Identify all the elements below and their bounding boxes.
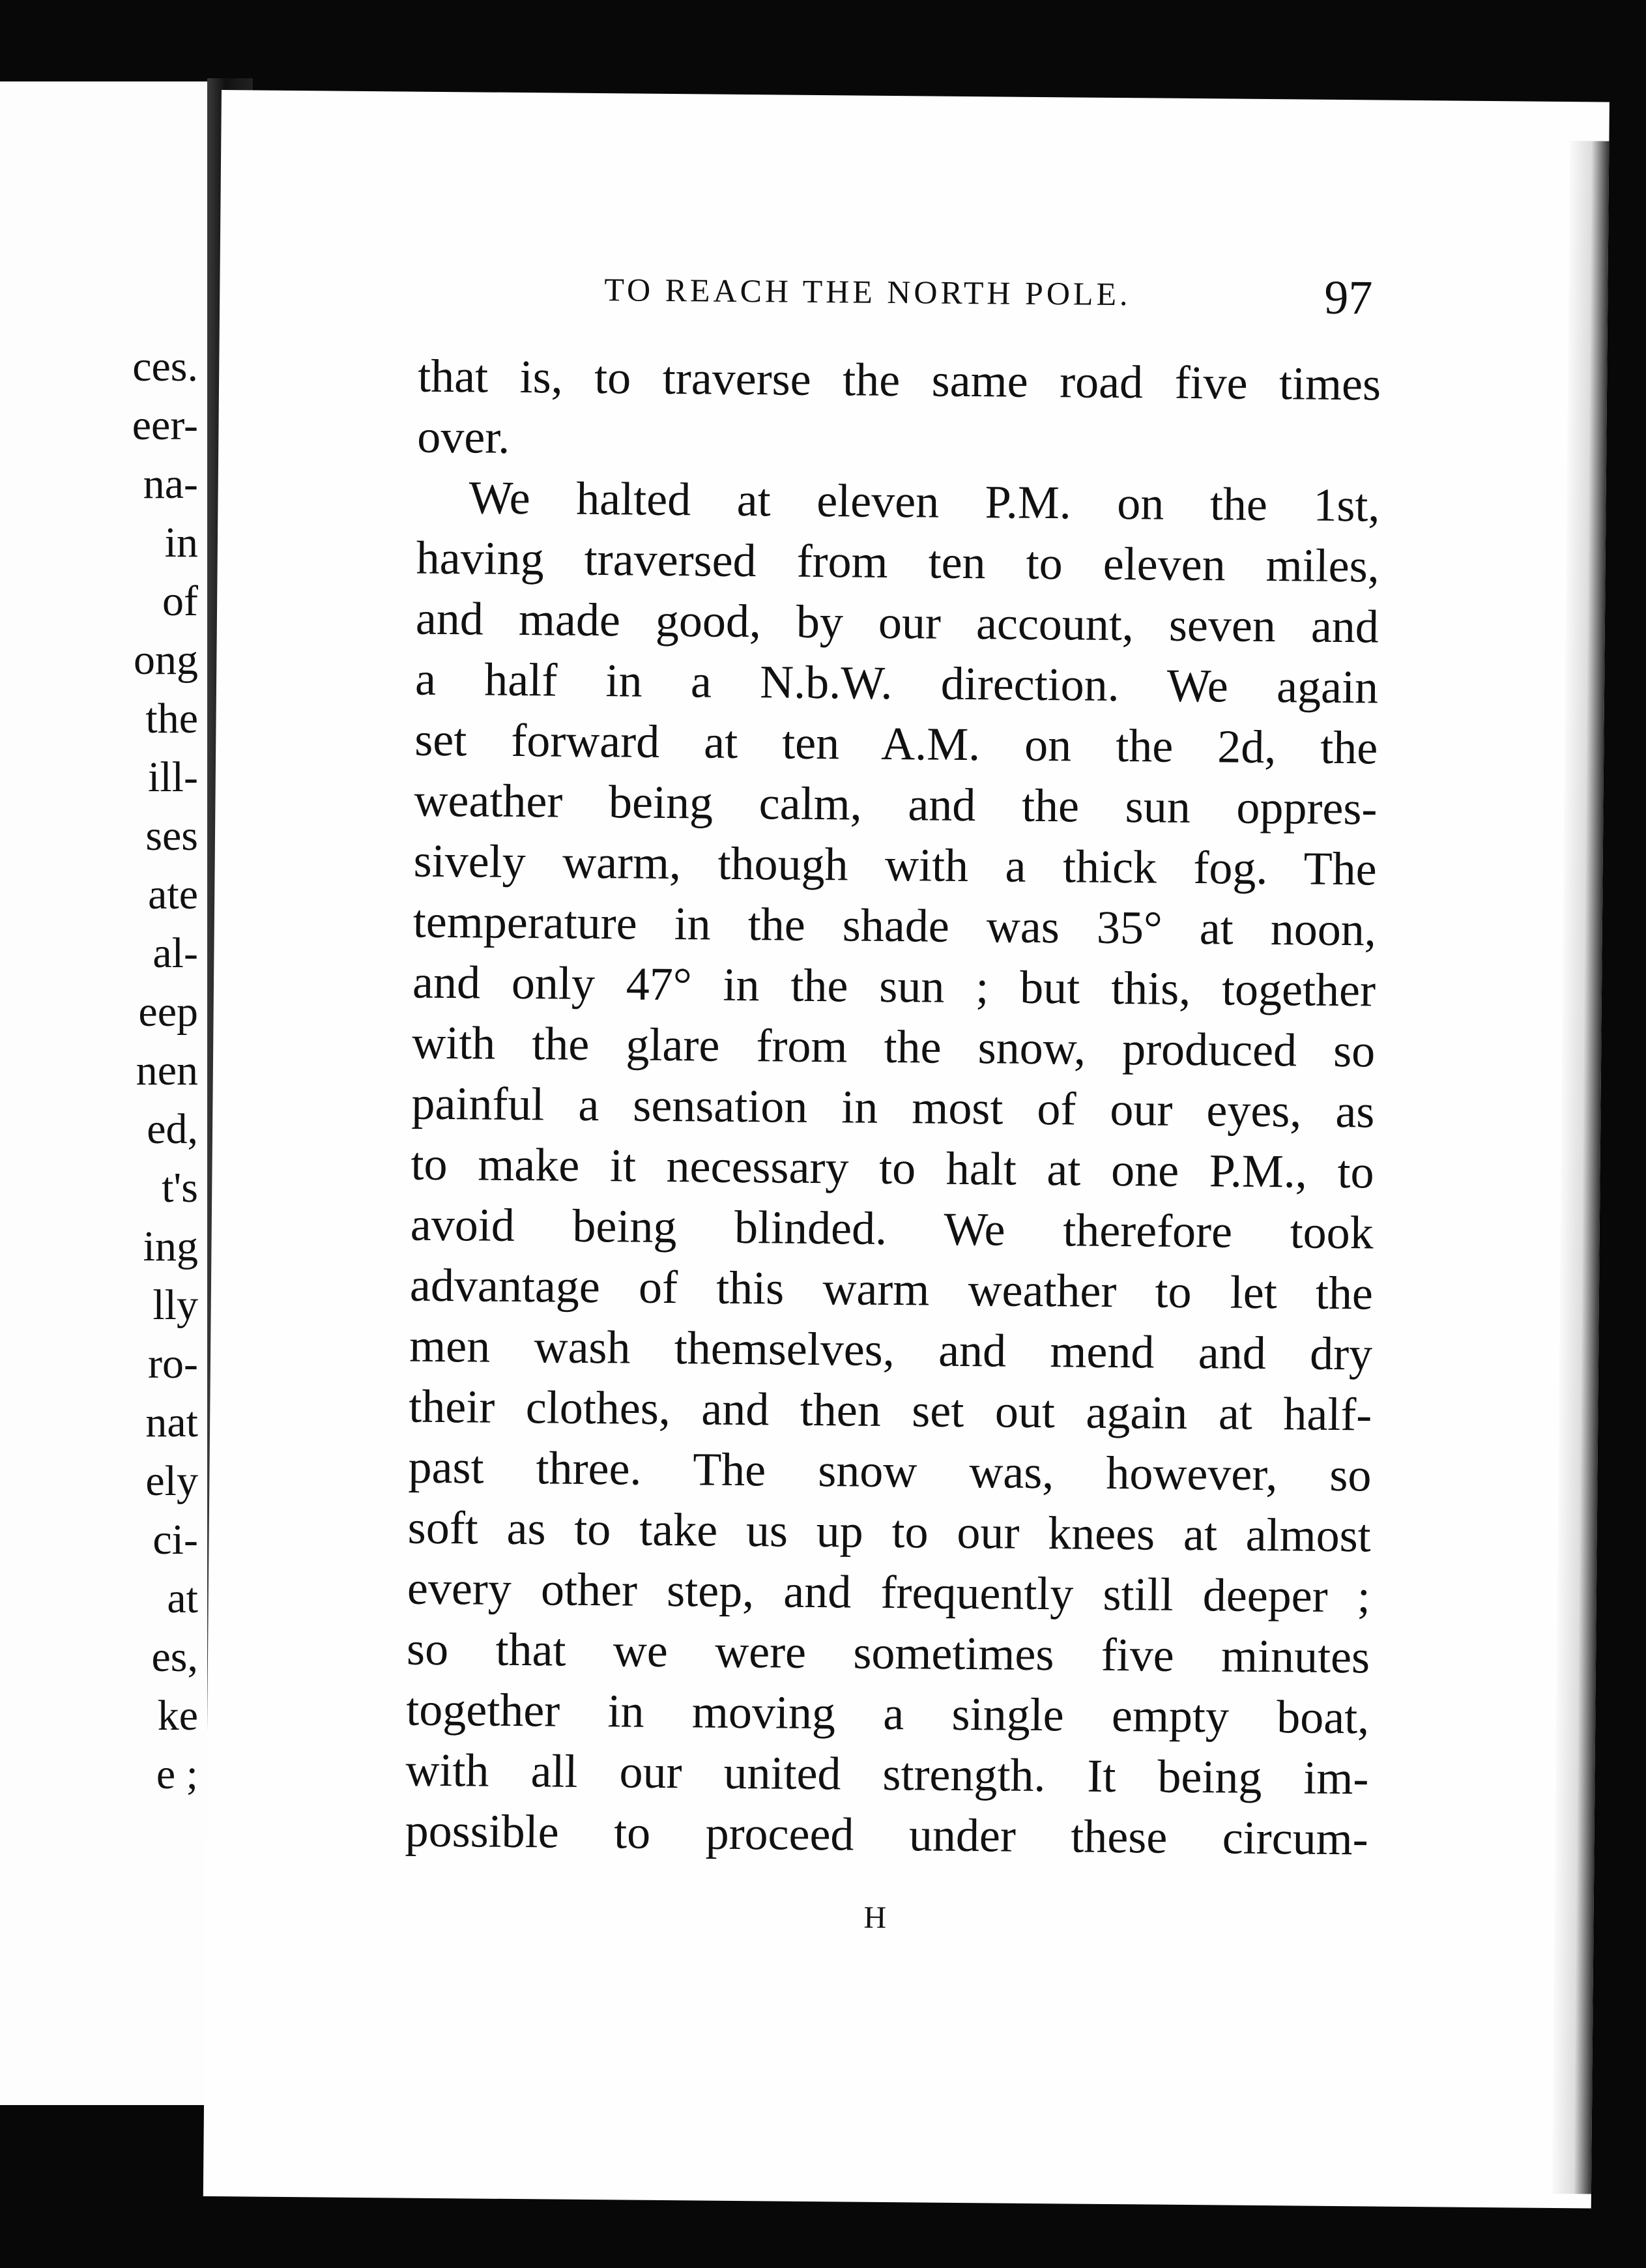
- left-line-end: ate: [148, 871, 198, 918]
- running-head: TO REACH THE NORTH POLE.: [604, 271, 1131, 313]
- left-line-end: of: [162, 577, 198, 625]
- text-line: men wash themselves, and mend and dry: [409, 1319, 1373, 1380]
- left-line-end: ro-: [148, 1340, 198, 1388]
- text-line: set forward at ten A.M. on the 2d, the: [414, 713, 1378, 774]
- left-line-end: eep: [138, 988, 198, 1036]
- signature-mark: H: [863, 1900, 887, 1936]
- left-line-end: na-: [143, 460, 198, 508]
- left-facing-page: [0, 81, 207, 2105]
- left-line-end: ong: [134, 636, 198, 684]
- left-line-end: ke: [157, 1692, 198, 1739]
- text-line: with the glare from the snow, produced so: [411, 1016, 1376, 1077]
- left-line-end: ces.: [132, 343, 198, 390]
- text-line: that is, to traverse the same road five times: [417, 349, 1381, 411]
- main-page: [203, 90, 1610, 2208]
- text-line: past three. The snow was, however, so: [408, 1440, 1372, 1502]
- left-line-end: t's: [162, 1164, 198, 1212]
- left-line-end: ing: [143, 1223, 198, 1270]
- left-line-end: lly: [152, 1281, 198, 1329]
- left-line-end: ci-: [152, 1516, 198, 1563]
- left-line-end: al-: [152, 929, 198, 977]
- text-line: every other step, and frequently still deeper ;: [407, 1562, 1371, 1623]
- text-line: temperature in the shade was 35° at noon,: [412, 895, 1377, 956]
- text-line: We halted at eleven P.M. on the 1st,: [469, 471, 1380, 532]
- text-line: painful a sensation in most of our eyes, as: [411, 1077, 1375, 1138]
- text-line: avoid being blinded. We therefore took: [410, 1198, 1374, 1259]
- left-line-end: ill-: [148, 753, 198, 801]
- text-line: a half in a N.b.W. direction. We again: [414, 652, 1379, 714]
- text-line: sively warm, though with a thick fog. The: [413, 834, 1377, 895]
- text-line: and only 47° in the sun ; but this, together: [412, 955, 1376, 1017]
- text-line: and made good, by our account, seven and: [415, 592, 1379, 653]
- text-line: possible to proceed under these circum-: [405, 1804, 1368, 1865]
- left-line-end: es,: [151, 1633, 198, 1681]
- page-edge-shadow: [1552, 141, 1609, 2194]
- text-line: advantage of this warm weather to let the: [409, 1258, 1374, 1320]
- text-line: their clothes, and then set out again at half-: [409, 1380, 1372, 1441]
- left-line-end: ed,: [147, 1105, 198, 1153]
- left-line-end: eer-: [132, 401, 198, 449]
- text-line: having traversed from ten to eleven miles,: [416, 531, 1380, 592]
- left-line-end: ses: [145, 812, 198, 860]
- left-line-end: the: [145, 695, 198, 742]
- left-line-end: e ;: [156, 1751, 198, 1798]
- text-line: weather being calm, and the sun oppres-: [414, 774, 1378, 835]
- text-line: with all our united strength. It being im-: [405, 1743, 1369, 1805]
- text-line: soft as to take us up to our knees at almost: [407, 1501, 1372, 1562]
- text-line: so that we were sometimes five minutes: [406, 1622, 1370, 1683]
- text-line: over.: [417, 410, 510, 463]
- left-line-end: nen: [136, 1047, 198, 1094]
- left-line-end: in: [164, 519, 198, 566]
- page-number: 97: [1323, 270, 1373, 325]
- text-line: together in moving a single empty boat,: [405, 1683, 1370, 1744]
- left-line-end: ely: [145, 1457, 198, 1505]
- text-line: to make it necessary to halt at one P.M., to: [411, 1137, 1374, 1199]
- left-line-end: at: [167, 1575, 198, 1622]
- left-line-end: nat: [145, 1399, 198, 1446]
